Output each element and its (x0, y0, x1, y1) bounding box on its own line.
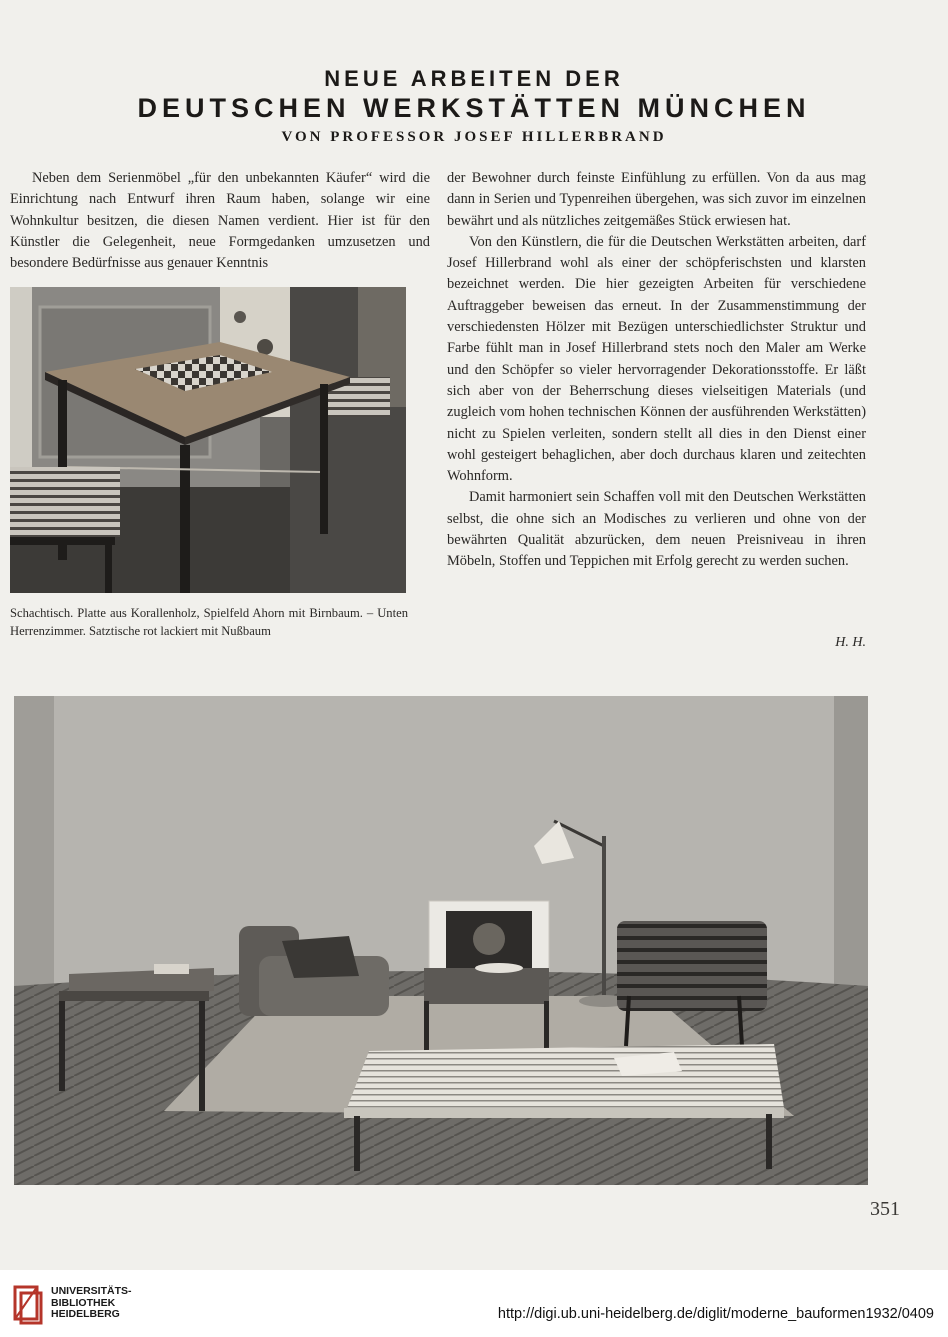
title-line-2: DEUTSCHEN WERKSTÄTTEN MÜNCHEN (137, 93, 811, 123)
university-library-logo-icon[interactable] (13, 1285, 43, 1325)
title-line-1: NEUE ARBEITEN DER (324, 66, 624, 91)
right-paragraph-2: Von den Künstlern, die für die Deutschen Werkstätten arbeiten, darf Josef Hillerbrand wohl als einer der schöpferischsten und klarsten bezeichnet werden. Die hier gezeigten Arbeiten für verschiedene Auftraggeber beweisen das erneut. In der Zusammenstimmung der verschiedensten Hölzer mit Bezügen unterschiedlichster Struktur und Farbe fühlt man in Josef Hillerbrand stets noch den Maler am Werke und den Schöpfer so vieler hervorragender Dekorationsstoffe. Er läßt sich aber von der Beherrschung dieses vielseitigen Materials (und zugleich vom hohen technischen Können der ausführenden Werkstätten) nicht zu Spielen verleiten, sondern stellt all dies in den Dienst einer wohl gesteigert behaglichen, aber doch durchaus klaren und zeitechten Wohnform. (447, 233, 866, 485)
chess-table-photo (10, 287, 406, 593)
library-name-line-1: UNIVERSITÄTS- (51, 1285, 132, 1297)
left-paragraph: Neben dem Serienmöbel „für den unbekannten Käufer“ wird die Einrichtung nach Entwurf ihren Raum haben, solange wir eine Wohnkultur besitzen, die diesen Namen verdient. Hier ist für den Künstler die Gelegenheit, neue Formgedanken umzusetzen und besondere Bedürfnisse aus genauer Kenntnis (10, 170, 430, 272)
left-text-column (10, 168, 430, 274)
library-name-line-2: BIBLIOTHEK (51, 1296, 116, 1309)
right-paragraph-3: Damit harmoniert sein Schaffen voll mit den Deutschen Werkstätten selbst, die ohne sich an Modisches zu verlieren und ohne von der bewährten Qualität abzurücken, dem neuen Preisniveau in ihren Möbeln, Stoffen und Teppichen mit Erfolg gerecht zu werden suchen. (447, 489, 866, 570)
library-name-line-3: HEIDELBERG (51, 1308, 120, 1320)
author-signature: H. H. (835, 635, 866, 650)
page-number: 351 (870, 1198, 900, 1220)
photo-caption: Schachtisch. Platte aus Korallenholz, Spielfeld Ahorn mit Birnbaum. – Unten Herrenzimmer. Satztische rot lackiert mit Nußbaum (10, 606, 408, 638)
right-text-column (447, 168, 866, 573)
digitization-footer (0, 1270, 948, 1337)
right-paragraph-1: der Bewohner durch feinste Einfühlung zu erfüllen. Von da aus mag dann in Serien und Typenreihen übergehen, was sich zuvor im einzelnen bewährt und als nützliches zeitgemäßes Stück erwiesen hat. (447, 170, 866, 229)
gentleman-room-photo (14, 696, 868, 1185)
library-name[interactable] (51, 1286, 132, 1321)
author-line: VON PROFESSOR JOSEF HILLERBRAND (281, 129, 667, 145)
source-url-link[interactable]: http://digi.ub.uni-heidelberg.de/diglit/moderne_bauformen1932/0409 (497, 1306, 934, 1322)
